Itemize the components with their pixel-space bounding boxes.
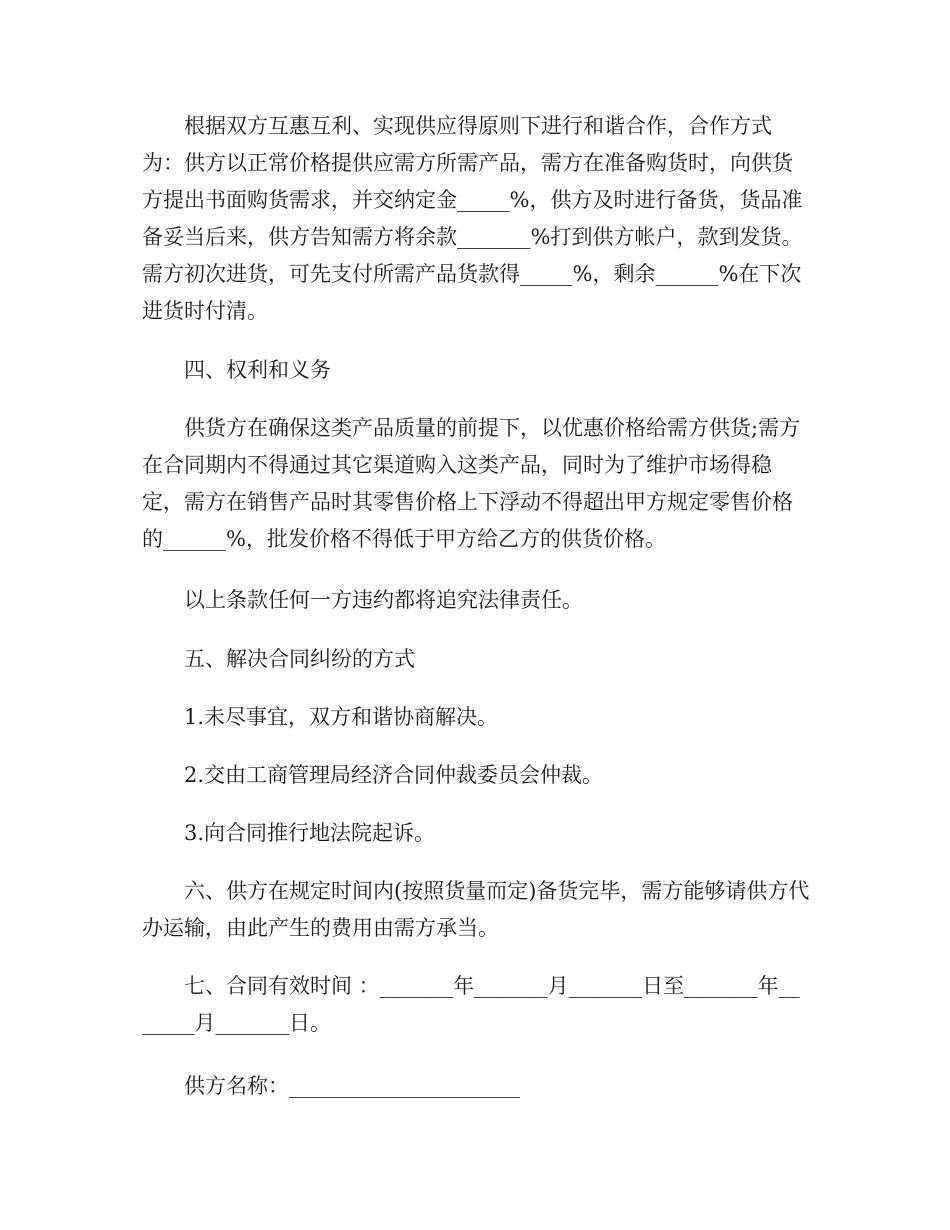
section-seven-validity-paragraph: 七、合同有效时间 ：_______年_______月_______日至_______年_______月_______日。 xyxy=(142,974,800,1035)
section-four-heading: 四、权利和义务 xyxy=(184,358,331,382)
payment-terms-paragraph: 根据双方互惠互利、实现供应得原则下进行和谐合作，合作方式为：供方以正常价格提供应需方所需产品，需方在准备购货时，向供货方提出书面购货需求，并交纳定金_____%，供方及时进行备货，货品准备妥当后来，供方告知需方将余款_______%打到供方帐户，款到发货。需方初次进货，可先支付所需产品货款得_____%，剩余______%在下次进货时付清。 xyxy=(142,114,803,323)
rights-obligations-paragraph: 供货方在确保这类产品质量的前提下，以优惠价格给需方供货;需方在合同期内不得通过其它渠道购入这类产品，同时为了维护市场得稳定，需方在销售产品时其零售价格上下浮动不得超出甲方规定零售价格的______%，批发价格不得低于甲方给乙方的供货价格。 xyxy=(142,416,801,551)
section-five-heading: 五、解决合同纠纷的方式 xyxy=(184,647,415,671)
dispute-method-item-1: 1.未尽事宜，双方和谐协商解决。 xyxy=(184,705,499,729)
supplier-name-line: 供方名称：______________________ xyxy=(184,1074,520,1098)
dispute-method-item-2: 2.交由工商管理局经济合同仲裁委员会仲裁。 xyxy=(184,763,604,787)
breach-liability-paragraph: 以上条款任何一方违约都将追究法律责任。 xyxy=(184,588,583,612)
dispute-method-item-3: 3.向合同推行地法院起诉。 xyxy=(184,821,436,845)
section-six-paragraph: 六、供方在规定时间内(按照货量而定)备货完毕，需方能够请供方代办运输，由此产生的费用由需方承当。 xyxy=(142,879,810,940)
